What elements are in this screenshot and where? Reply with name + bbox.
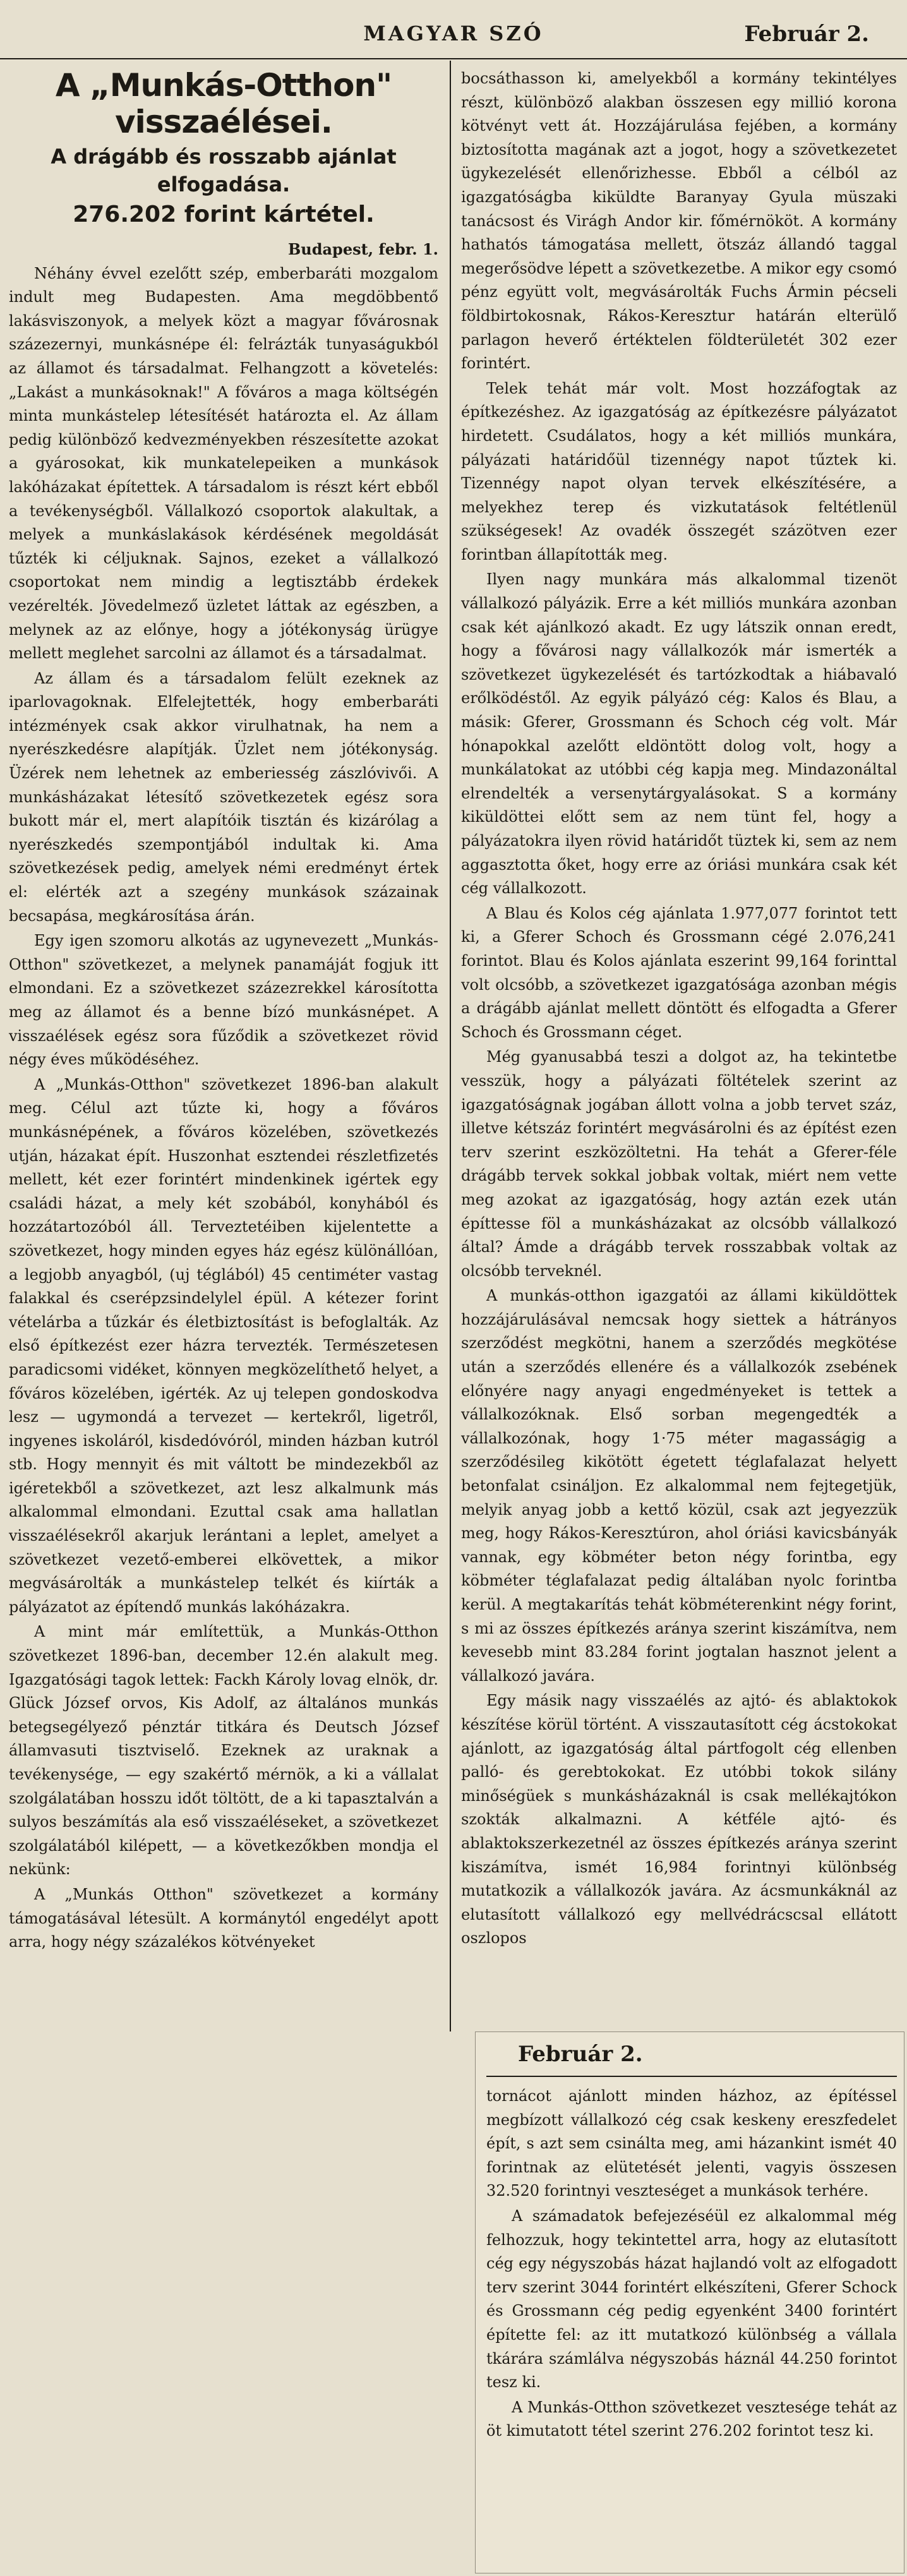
paragraph: Telek tehát már volt. Most hozzáfogtak az építkezéshez. Az igazgatóság az építkezésre pályázatot hirdetett. Csudálatos, hogy a két milliós munkára, pályázati határidőül tizennégy napot tűztek ki. Tizennégy napot olyan tervek elkészítésére, a melyekhez terep és vizkutatások feltétlenül szükségesek! Az ovadék összegét százötven ezer forintban állapították meg. (461, 379, 897, 563)
top-rule (0, 58, 907, 59)
column-right (461, 67, 897, 1951)
paragraph: A számadatok befejezéséül ez alkalommal még felhozzuk, hogy tekintettel arra, hogy az elutasított cég egy négyszobás házat hajlandó volt az elfogadott terv szerint 3044 forintért elkészíteni, Gferer Schock és Grossmann cég pedig egyenként 3400 forintért építette fel: az itt mutatkozó különbség a vállala tkárára számlálva négyszobás háznál 44.250 forintot tesz ki. (486, 2206, 897, 2392)
paragraph: A mint már említettük, a Munkás-Otthon szövetkezet 1896-ban, december 12.én alakult meg. Igazgatósági tagok lettek: Fackh Károly lovag elnök, dr. Glück József orvos, Kis Adolf, az általános munkás betegsegélyező pénztár titkára és Deutsch József államvasuti tisztviselő. Ezeknek az uraknak a tevékenysége, — egy szakértő mérnök, a ki a vállalat szolgálatában hosszu időt töltött, de a ki tapasztalván a sulyos beszámítás ala eső visszaéléseket, a szövetkezet szolgálatából kilépett, — a következőkben mondja el nekünk: (9, 1623, 438, 1879)
continuation-date: Február 2. (518, 2042, 643, 2067)
column-left (9, 67, 438, 1954)
column-rule (450, 61, 451, 2031)
paragraph: tornácot ajánlott minden házhoz, az építéssel megbízott vállalkozó cég csak keskeny ereszfedelet épít, s azt sem csinálta meg, ami házankint ismét 40 forintnak az elütetését jelenti, vagyis összesen 32.520 forintnyi veszteséget a munkások terhére. (486, 2087, 897, 2200)
paragraph: A munkás-otthon igazgatói az állami kiküldöttek hozzájárulásával nemcsak hogy siettek a hátrányos szerződést megkötni, hanem a szerződés megkötése után a szerződés ellenére és a vállalkozók zsebének előnyére nagy anyagi engedményeket is tettek a vállalkozóknak. Első sorban megengedték a vállalkozónak, hogy 1·75 méter magasságig a szerződésileg kikötött égetett téglafalazat helyett betonfalat csináljon. Ez alkalommal nem fejtegetjük, melyik anyag jobb a kettő közül, csak azt jegyezzük meg, hogy Rákos-Keresztúron, ahol óriási kavicsbányák vannak, egy köbméter beton négy forintba, egy köbméter téglafalazat pedig általában nyolc forintba kerül. A megtakarítás tehát köbméterenkint négy forint, s mi az összes építkezés aránya szerint kiszámítva, nem kevesebb mint 83.284 forint jogtalan hasznot jelent a vállalkozó javára. (461, 1287, 897, 1685)
masthead-date: Február 2. (744, 21, 869, 47)
damage-figure-subheadline: 276.202 forint kártétel. (73, 202, 375, 227)
dateline-row (9, 238, 438, 262)
paragraph: A „Munkás-Otthon" szövetkezet 1896-ban alakult meg. Célul azt tűzte ki, hogy a főváros munkásnépének, a főváros közelében, szövetkezés utján, házakat épít. Huszonhat esztendei részletfizetés mellett, két ezer forintért mindenkinek igértek egy családi házat, a mely két szobából, konyhából és hozzátartozóból áll. Terveztetéiben kijelentette a szövetkezet, hogy minden egyes ház egész különállóan, a legjobb anyagból, (uj téglából) 45 centiméter vastag falakkal és cserépzsindelylel épül. A kétezer forint vételárba a tűzkár és életbiztosítást is befoglalták. Az első építkezést ezer házra tervezték. Természetesen paradicsomi vidéket, könnyen megközelíthető helyet, a főváros közelében, igérték. Az uj telepen gondoskodva lesz — ugymondá a tervezet — kertekről, ligetről, ingyenes iskoláról, kisdedóvóról, minden házban kutról stb. Hogy mennyit és mit váltott be mindezekből az igéretekből a szövetkezet, azt lesz alkalmunk más alkalommal elmondani. Ezuttal csak ama hallatlan visszaélésekről akarjuk lerántani a leplet, amelyet a szövetkezet vezető-emberei elkövettek, a mikor megvásárolták a munkástelep telkét és kiírták a pályázatot az építendő munkás lakóházakra. (9, 1075, 438, 1616)
paragraph: Egy igen szomoru alkotás az ugynevezett „Munkás-Otthon" szövetkezet, a melynek panamáját fogjuk itt elmondani. Ez a szövetkezet százezrekkel károsította meg az államot és a benne bízó munkásnépet. A visszaélések egész sora fűződik a szövetkezet rövid négy éves működéséhez. (9, 932, 438, 1069)
paragraph: bocsáthasson ki, amelyekből a kormány tekintélyes részt, különböző alakban összesen egy millió korona kötvényt vett át. Hozzájárulása fejében, a kormány biztosította magának azt a jogot, hogy a szövetkezetet ügykezelését ellenőrizhesse. Ebből a célból az igazgatóságba kiküldte Baranyay Gyula müszaki tanácsost és Virágh Andor kir. főmérnököt. A kormány hathatós támogatása mellett, ötszáz állandó taggal megerősödve lépett a szövetkezetbe. A mikor egy csomó pénz együtt volt, megvásárolták Fuchs Ármin pécseli földbirtokosnak, Rákos-Keresztur határán elterülő parlagon heverő értéktelen földterületét 302 ezer forintért. (461, 69, 897, 373)
column-continuation (486, 2085, 897, 2443)
paragraph: Ilyen nagy munkára más alkalommal tizenöt vállalkozó pályázik. Erre a két milliós munkára azonban csak két ajánlkozó akadt. Ez ugy látszik onnan eredt, hogy a fővárosi nagy vállalkozók már ismerték a szövetkezet ügykezelését és tartózkodtak a hiábavaló erőlködéstől. Az egyik pályázó cég: Kalos és Blau, a másik: Gferer, Grossmann és Schoch cég volt. Már hónapokkal azelőtt eldöntött dolog volt, hogy a munkálatokat az utóbbi cég kapja meg. Mindazonáltal elrendelték a versenytárgyalásokat. S a kormány kiküldöttei előtt sem az nem tünt fel, hogy a pályázatokra ilyen rövid határidőt tüztek ki, sem az nem aggasztotta őket, hogy erre az óriási munkára csak két cég vállalkozott. (461, 570, 897, 898)
subheadline: A drágább és rosszabb ajánlat elfogadása. (51, 145, 397, 196)
paragraph: Az állam és a társadalom felült ezeknek az iparlovagoknak. Elfelejtették, hogy emberbaráti intézmények csak akkor virulhatnak, ha nem a nyerészkedésre alapítják. Üzlet nem jótékonyság. Üzérek nem lehetnek az emberiesség zászlóvivői. A munkásházakat létesítő szövetkezetek egész sora bukott már el, mert alapítóik tisztán és kizárólag a nyerészkedés szempontjából indultak ki. Ama szövetkezések pedig, amelyek némi eredményt értek el: elérték azt a szegény munkások százainak becsapása, megkárosítása árán. (9, 669, 438, 925)
masthead (0, 0, 907, 63)
masthead-title: MAGYAR SZÓ (363, 21, 544, 45)
paragraph: Még gyanusabbá teszi a dolgot az, ha tekintetbe vesszük, hogy a pályázati föltételek szerint az igazgatóságnak jogában állott volna a jobb tervet száz, illetve kétszáz forintért megvásárolni és az építést ezen terv szerint eszközöltetni. Ha tehát a Gferer-féle drágább tervek sokkal jobbak voltak, miért nem vette meg azokat az igazgatóság, hogy aztán ezek után építtesse föl a munkásházakat az olcsóbb vállalkozó által? Ámde a drágább tervek rosszabbak voltak az olcsóbb terveknél. (461, 1048, 897, 1280)
dateline: Budapest, febr. 1. (287, 240, 438, 258)
paragraph: A Munkás-Otthon szövetkezet vesztesége tehát az öt kimutatott tétel szerint 276.202 forintot tesz ki. (486, 2398, 897, 2440)
paragraph: Egy másik nagy visszaélés az ajtó- és ablaktokok készítése körül történt. A visszautasított cég ácstokokat ajánlott, az igazgatóság által pártfogolt cég ellenben palló- és gerebtokokat. Ez utóbbi tokok silány minőségüek s munkásházaknál is csak mellékajtókon szokták alkalmazni. A kétféle ajtó- és ablaktokszerkezetnél az összes építkezés aránya szerint kiszámítva, ismét 16,984 forintnyi különbség mutatkozik a vállalkozók javára. Az ácsmunkáknál az elutasított vállalkozó egy mellvédrácscsal ellátott oszlopos (461, 1692, 897, 1947)
paragraph: A „Munkás Otthon" szövetkezet a kormány támogatásával létesült. A kormánytól engedélyt apott arra, hogy négy százalékos kötvényeket (9, 1885, 438, 1951)
headline: A „Munkás-Otthon" visszaélései. (55, 67, 392, 140)
paragraph: A Blau és Kolos cég ajánlata 1.977,077 forintot tett ki, a Gferer Schoch és Grossmann cégé 2.076,241 forintot. Blau és Kolos ajánlata eszerint 99,164 forinttal volt olcsóbb, a szövetkezet igazgatósága azonban mégis a drágább ajánlat mellett döntött és elfogadta a Gferer Schoch és Grossmann céget. (461, 904, 897, 1041)
paragraph: Néhány évvel ezelőtt szép, emberbaráti mozgalom indult meg Budapesten. Ama megdöbbentő lakásviszonyok, a melyek közt a magyar fővárosnak százezernyi, munkásnépe él: felrázták tunyaságukból az államot és társadalmat. Felhangzott a követelés: „Lakást a munkásoknak!" A főváros a maga költségén minta munkástelep létesítését határozta el. Az állam pedig különböző kedvezményekben részesítette azokat a gyárosokat, kik munkatelepeiken a munkások lakóházakat építettek. A társadalom is részt kért ebből a tevékenységből. Vállalkozó csoportok alakultak, a melyek a munkáslakások kérdésének megoldását tűzték ki céljuknak. Sajnos, ezeket a vállalkozó csoportokat nem mindig a legtisztább érdekek vezérelték. Jövedelmező üzletet láttak az egészben, a melynek az az előnye, hogy a jótékonyság ürügye mellett meglehet sarcolni az államot és a társadalmat. (9, 264, 438, 663)
clipping-rule (486, 2076, 897, 2077)
